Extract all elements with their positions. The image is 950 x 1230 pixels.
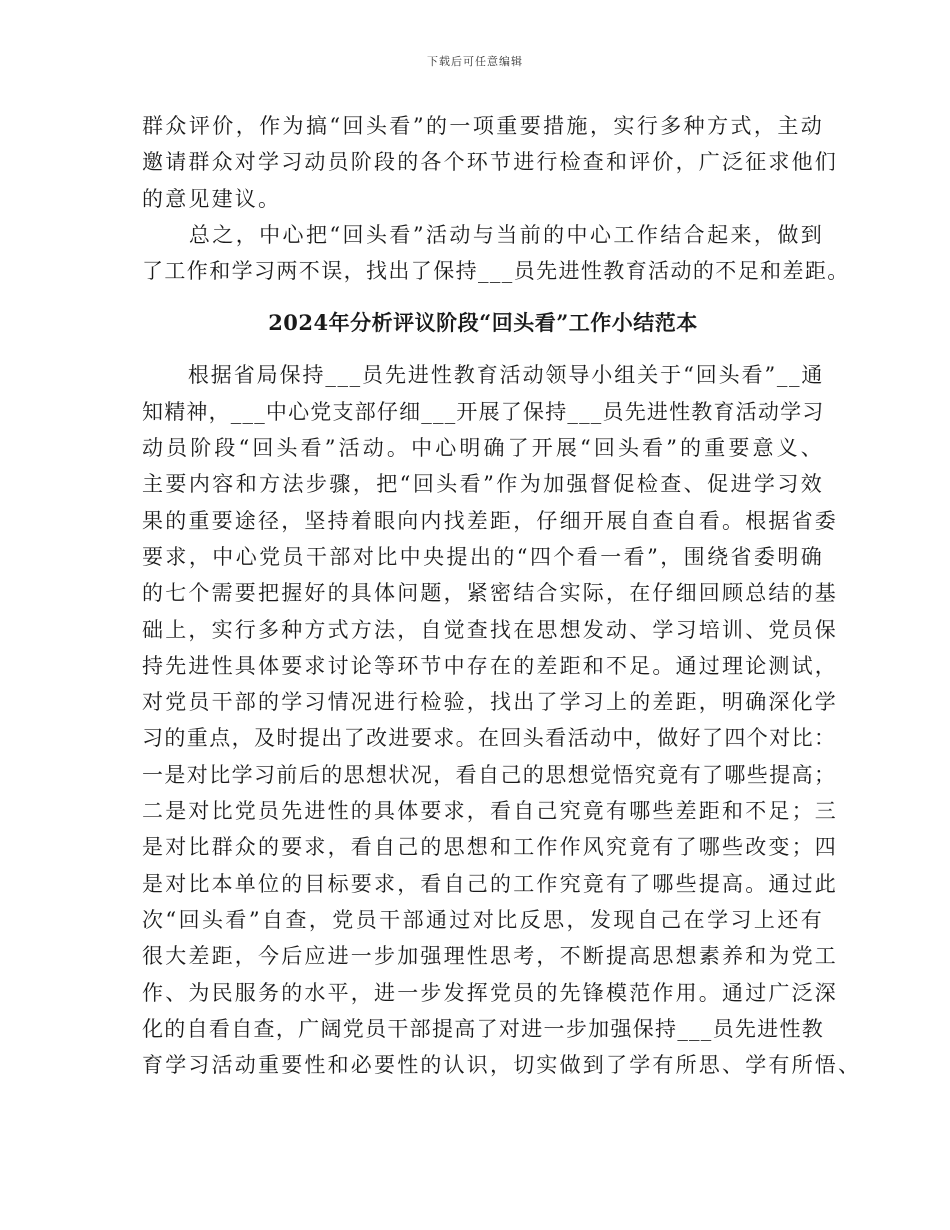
text-line: 础上，实行多种方式方法，自觉查找在思想发动、学习培训、党员保 bbox=[142, 617, 838, 642]
text-line: 的意见建议。 bbox=[142, 186, 282, 211]
text-line: 很大差距，今后应进一步加强理性思考，不断提高思想素养和为党工 bbox=[142, 944, 838, 969]
text-line: 果的重要途径，坚持着眼向内找差距，仔细开展自查自看。根据省委 bbox=[142, 508, 838, 533]
text-line: 习的重点，及时提出了改进要求。在回头看活动中，做好了四个对比： bbox=[142, 726, 837, 751]
document-body bbox=[142, 108, 862, 1083]
text-line: 是对比群众的要求，看自己的思想和工作作风究竟有了哪些改变；四 bbox=[142, 835, 838, 860]
text-line: 知精神，___中心党支部仔细___开展了保持___员先进性教育活动学习 bbox=[142, 399, 825, 424]
text-line: 邀请群众对学习动员阶段的各个环节进行检查和评价，广泛征求他们 bbox=[142, 150, 838, 175]
text-line: 要求，中心党员干部对比中央提出的“四个看一看”，围绕省委明确 bbox=[142, 544, 824, 569]
text-line: 持先进性具体要求讨论等环节中存在的差距和不足。通过理论测试， bbox=[142, 653, 838, 678]
paragraph-public-evaluation bbox=[142, 108, 838, 217]
text-line: 二是对比党员先进性的具体要求，看自己究竟有哪些差距和不足；三 bbox=[142, 799, 838, 824]
text-line: 一是对比学习前后的思想状况，看自己的思想觉悟究竟有了哪些提高； bbox=[142, 762, 837, 787]
text-line: 次“回头看”自查，党员干部通过对比反思，发现自己在学习上还有 bbox=[142, 907, 824, 932]
paragraph-main bbox=[142, 357, 862, 1083]
text-line: 主要内容和方法步骤，把“回头看”作为加强督促检查、促进学习效 bbox=[142, 472, 824, 497]
text-line: 作、为民服务的水平，进一步发挥党员的先锋模范作用。通过广泛深 bbox=[142, 980, 838, 1005]
text-line: 对党员干部的学习情况进行检验，找出了学习上的差距，明确深化学 bbox=[142, 690, 838, 715]
page-header: 下载后可任意编辑 bbox=[427, 55, 523, 68]
text-line: 群众评价，作为搞“回头看”的一项重要措施，实行多种方式，主动 bbox=[142, 114, 824, 138]
text-line: 化的自看自查，广阔党员干部提高了对进一步加强保持___员先进性教 bbox=[142, 1016, 824, 1041]
text-line: 的七个需要把握好的具体问题，紧密结合实际，在仔细回顾总结的基 bbox=[142, 581, 838, 606]
text-line: 是对比本单位的目标要求，看自己的工作究竟有了哪些提高。通过此 bbox=[142, 871, 838, 896]
section-title: 2024年分析评议阶段“回头看”工作小结范本 bbox=[268, 310, 698, 336]
paragraph-summary bbox=[142, 217, 850, 290]
text-line: 动员阶段“回头看”活动。中心明确了开展“回头看”的重要意义、 bbox=[142, 436, 824, 461]
text-line: 了工作和学习两不误，找出了保持___员先进性教育活动的不足和差距。 bbox=[142, 259, 850, 284]
text-line: 总之，中心把“回头看”活动与当前的中心工作结合起来，做到 bbox=[142, 222, 824, 247]
text-line: 育学习活动重要性和必要性的认识，切实做到了学有所思、学有所悟、 bbox=[142, 1053, 862, 1078]
text-line: 根据省局保持___员先进性教育活动领导小组关于“回头看”__通 bbox=[142, 363, 824, 388]
